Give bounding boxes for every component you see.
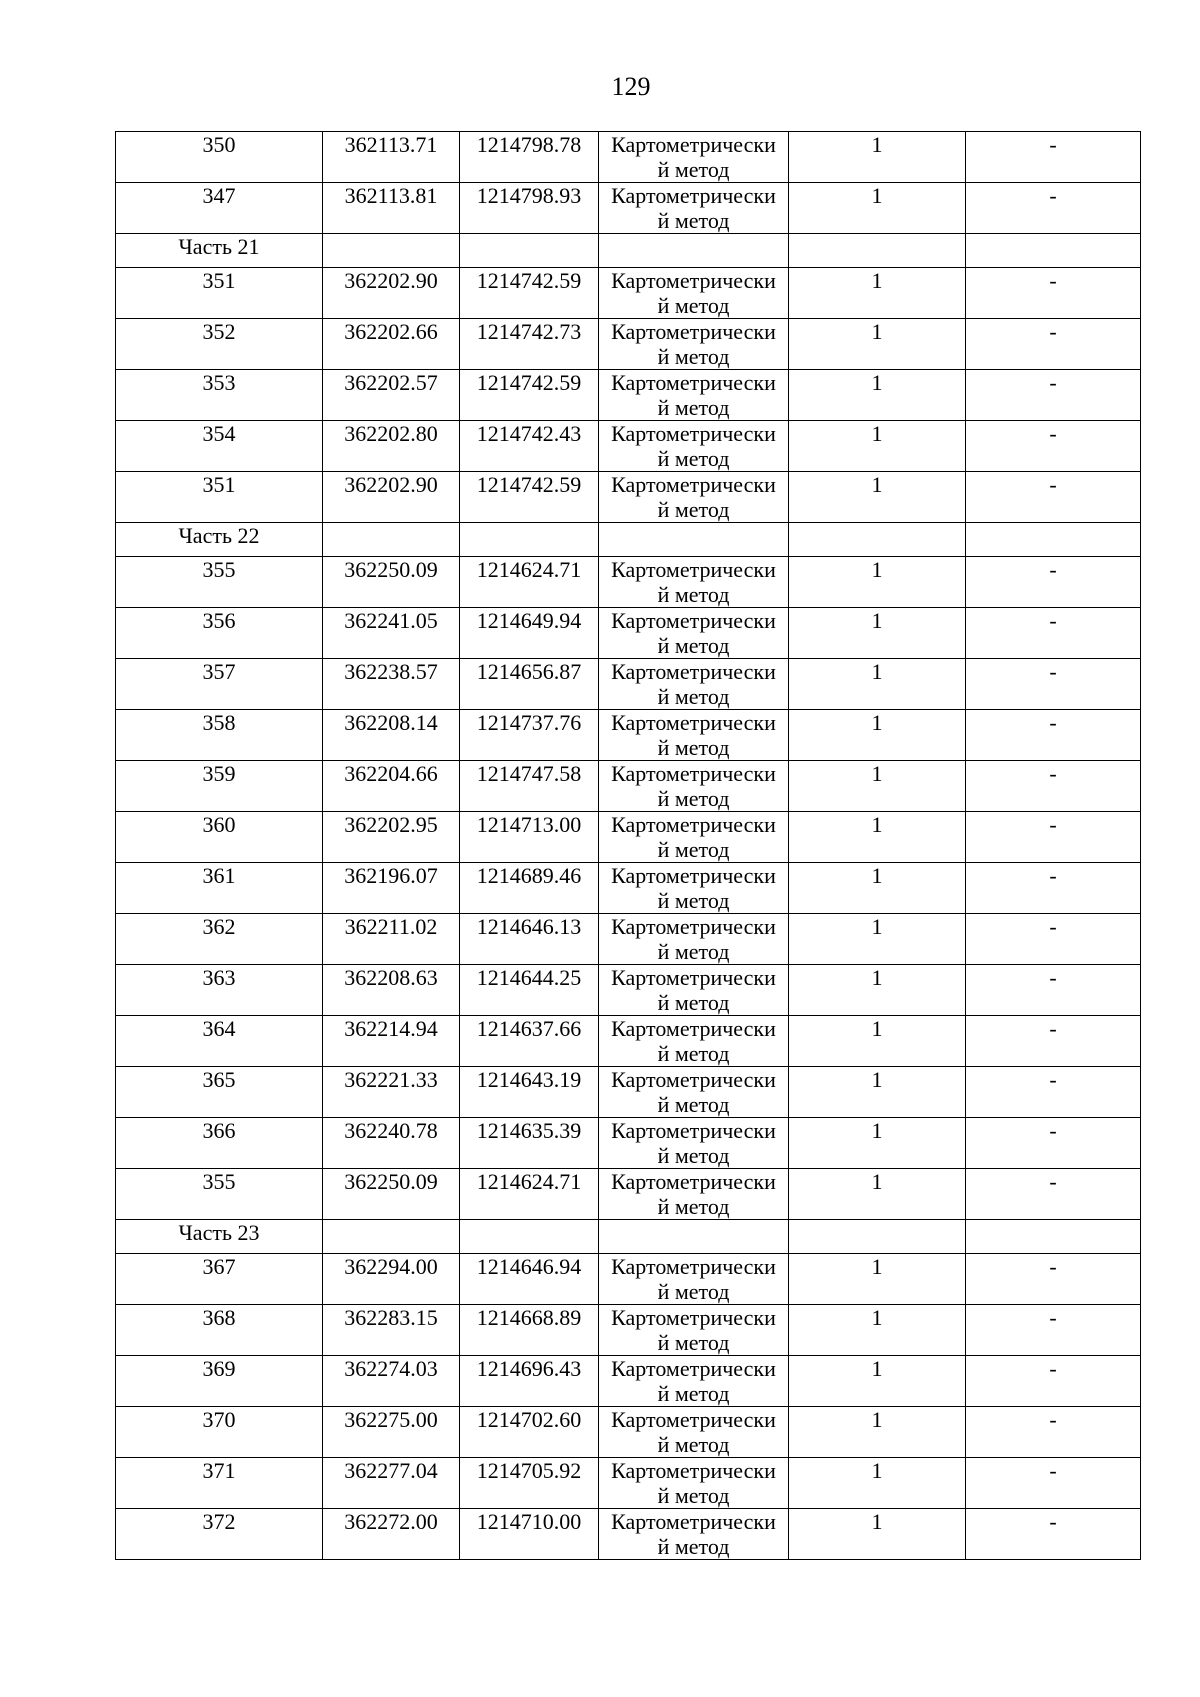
y-coordinate-cell: 1214644.25 — [460, 965, 599, 1016]
y-coordinate-cell: 1214798.93 — [460, 183, 599, 234]
note-cell: - — [966, 1067, 1141, 1118]
part-header-row — [116, 1220, 1141, 1254]
table-row — [116, 914, 1141, 965]
method-cell — [599, 1458, 789, 1509]
method-line-2: й метод — [657, 446, 730, 471]
table-row — [116, 132, 1141, 183]
method-line-2: й метод — [657, 939, 730, 964]
empty-method-cell — [599, 523, 789, 557]
y-coordinate-cell: 1214798.78 — [460, 132, 599, 183]
accuracy-cell: 1 — [789, 914, 966, 965]
note-cell: - — [966, 1356, 1141, 1407]
table-row — [116, 863, 1141, 914]
table-row — [116, 1305, 1141, 1356]
method-cell — [599, 710, 789, 761]
x-coordinate-cell: 362202.66 — [323, 319, 460, 370]
point-number-cell: 368 — [116, 1305, 323, 1356]
y-coordinate-cell: 1214637.66 — [460, 1016, 599, 1067]
method-cell — [599, 1016, 789, 1067]
point-number-cell: 365 — [116, 1067, 323, 1118]
x-coordinate-cell: 362238.57 — [323, 659, 460, 710]
x-coordinate-cell: 362275.00 — [323, 1407, 460, 1458]
method-cell — [599, 1067, 789, 1118]
method-cell — [599, 183, 789, 234]
y-coordinate-cell: 1214742.59 — [460, 268, 599, 319]
empty-accuracy-cell — [789, 234, 966, 268]
table-row — [116, 710, 1141, 761]
note-cell: - — [966, 914, 1141, 965]
method-line-1: Картометрически — [611, 183, 776, 208]
method-cell — [599, 1509, 789, 1560]
point-number-cell: 355 — [116, 557, 323, 608]
method-cell — [599, 914, 789, 965]
method-line-1: Картометрически — [611, 659, 776, 684]
note-cell: - — [966, 319, 1141, 370]
y-coordinate-cell: 1214624.71 — [460, 1169, 599, 1220]
x-coordinate-cell: 362202.95 — [323, 812, 460, 863]
method-cell — [599, 557, 789, 608]
empty-note-cell — [966, 523, 1141, 557]
accuracy-cell: 1 — [789, 863, 966, 914]
x-coordinate-cell: 362113.71 — [323, 132, 460, 183]
note-cell: - — [966, 557, 1141, 608]
method-line-1: Картометрически — [611, 1016, 776, 1041]
point-number-cell: 355 — [116, 1169, 323, 1220]
method-line-2: й метод — [657, 1381, 730, 1406]
part-header-row — [116, 523, 1141, 557]
accuracy-cell: 1 — [789, 1118, 966, 1169]
method-cell — [599, 421, 789, 472]
part-label: Часть 21 — [116, 234, 323, 268]
y-coordinate-cell: 1214705.92 — [460, 1458, 599, 1509]
method-cell — [599, 608, 789, 659]
x-coordinate-cell: 362113.81 — [323, 183, 460, 234]
x-coordinate-cell: 362274.03 — [323, 1356, 460, 1407]
method-line-1: Картометрически — [611, 608, 776, 633]
point-number-cell: 354 — [116, 421, 323, 472]
y-coordinate-cell: 1214702.60 — [460, 1407, 599, 1458]
method-line-1: Картометрически — [611, 370, 776, 395]
method-line-2: й метод — [657, 1432, 730, 1457]
note-cell: - — [966, 608, 1141, 659]
table-row — [116, 608, 1141, 659]
accuracy-cell: 1 — [789, 1016, 966, 1067]
accuracy-cell: 1 — [789, 608, 966, 659]
note-cell: - — [966, 472, 1141, 523]
method-line-2: й метод — [657, 735, 730, 760]
x-coordinate-cell: 362214.94 — [323, 1016, 460, 1067]
method-cell — [599, 1356, 789, 1407]
y-coordinate-cell: 1214656.87 — [460, 659, 599, 710]
accuracy-cell: 1 — [789, 965, 966, 1016]
accuracy-cell: 1 — [789, 370, 966, 421]
empty-accuracy-cell — [789, 523, 966, 557]
y-coordinate-cell: 1214696.43 — [460, 1356, 599, 1407]
method-line-2: й метод — [657, 837, 730, 862]
method-line-2: й метод — [657, 293, 730, 318]
table-row — [116, 472, 1141, 523]
table-row — [116, 965, 1141, 1016]
table-row — [116, 1254, 1141, 1305]
table-row — [116, 1067, 1141, 1118]
method-line-1: Картометрически — [611, 1356, 776, 1381]
table-row — [116, 557, 1141, 608]
accuracy-cell: 1 — [789, 1458, 966, 1509]
method-line-2: й метод — [657, 1041, 730, 1066]
method-line-2: й метод — [657, 1534, 730, 1559]
table-row — [116, 183, 1141, 234]
note-cell: - — [966, 1305, 1141, 1356]
y-coordinate-cell: 1214689.46 — [460, 863, 599, 914]
method-cell — [599, 1305, 789, 1356]
note-cell: - — [966, 132, 1141, 183]
note-cell: - — [966, 1407, 1141, 1458]
empty-x-cell — [323, 1220, 460, 1254]
method-line-1: Картометрически — [611, 319, 776, 344]
y-coordinate-cell: 1214713.00 — [460, 812, 599, 863]
note-cell: - — [966, 1169, 1141, 1220]
table-row — [116, 1016, 1141, 1067]
note-cell: - — [966, 1016, 1141, 1067]
note-cell: - — [966, 659, 1141, 710]
point-number-cell: 370 — [116, 1407, 323, 1458]
x-coordinate-cell: 362294.00 — [323, 1254, 460, 1305]
table-row — [116, 319, 1141, 370]
note-cell: - — [966, 370, 1141, 421]
x-coordinate-cell: 362250.09 — [323, 1169, 460, 1220]
empty-x-cell — [323, 523, 460, 557]
point-number-cell: 358 — [116, 710, 323, 761]
note-cell: - — [966, 965, 1141, 1016]
empty-note-cell — [966, 1220, 1141, 1254]
point-number-cell: 364 — [116, 1016, 323, 1067]
empty-accuracy-cell — [789, 1220, 966, 1254]
x-coordinate-cell: 362283.15 — [323, 1305, 460, 1356]
method-line-1: Картометрически — [611, 1118, 776, 1143]
y-coordinate-cell: 1214643.19 — [460, 1067, 599, 1118]
accuracy-cell: 1 — [789, 1305, 966, 1356]
coordinates-table — [115, 131, 1141, 1560]
empty-method-cell — [599, 1220, 789, 1254]
method-line-1: Картометрически — [611, 268, 776, 293]
method-cell — [599, 132, 789, 183]
method-line-2: й метод — [657, 888, 730, 913]
method-line-1: Картометрически — [611, 1169, 776, 1194]
point-number-cell: 351 — [116, 472, 323, 523]
note-cell: - — [966, 1509, 1141, 1560]
method-cell — [599, 1118, 789, 1169]
method-line-2: й метод — [657, 1279, 730, 1304]
point-number-cell: 371 — [116, 1458, 323, 1509]
method-cell — [599, 1407, 789, 1458]
method-line-2: й метод — [657, 208, 730, 233]
accuracy-cell: 1 — [789, 1254, 966, 1305]
table-row — [116, 1458, 1141, 1509]
method-line-1: Картометрически — [611, 863, 776, 888]
method-line-1: Картометрически — [611, 1067, 776, 1092]
x-coordinate-cell: 362202.90 — [323, 268, 460, 319]
part-header-row — [116, 234, 1141, 268]
point-number-cell: 360 — [116, 812, 323, 863]
method-line-2: й метод — [657, 684, 730, 709]
accuracy-cell: 1 — [789, 812, 966, 863]
point-number-cell: 361 — [116, 863, 323, 914]
y-coordinate-cell: 1214624.71 — [460, 557, 599, 608]
note-cell: - — [966, 1254, 1141, 1305]
accuracy-cell: 1 — [789, 132, 966, 183]
table-row — [116, 421, 1141, 472]
accuracy-cell: 1 — [789, 557, 966, 608]
method-line-2: й метод — [657, 395, 730, 420]
y-coordinate-cell: 1214742.73 — [460, 319, 599, 370]
point-number-cell: 372 — [116, 1509, 323, 1560]
y-coordinate-cell: 1214742.59 — [460, 472, 599, 523]
method-line-1: Картометрически — [611, 1458, 776, 1483]
note-cell: - — [966, 421, 1141, 472]
point-number-cell: 357 — [116, 659, 323, 710]
method-line-1: Картометрически — [611, 761, 776, 786]
table-row — [116, 761, 1141, 812]
table-row — [116, 812, 1141, 863]
accuracy-cell: 1 — [789, 659, 966, 710]
table-row — [116, 659, 1141, 710]
method-line-2: й метод — [657, 990, 730, 1015]
point-number-cell: 353 — [116, 370, 323, 421]
accuracy-cell: 1 — [789, 1169, 966, 1220]
empty-method-cell — [599, 234, 789, 268]
accuracy-cell: 1 — [789, 472, 966, 523]
table-row — [116, 1118, 1141, 1169]
note-cell: - — [966, 761, 1141, 812]
table-row — [116, 370, 1141, 421]
empty-y-cell — [460, 1220, 599, 1254]
y-coordinate-cell: 1214646.94 — [460, 1254, 599, 1305]
point-number-cell: 362 — [116, 914, 323, 965]
method-cell — [599, 761, 789, 812]
x-coordinate-cell: 362241.05 — [323, 608, 460, 659]
method-cell — [599, 1169, 789, 1220]
note-cell: - — [966, 1118, 1141, 1169]
point-number-cell: 347 — [116, 183, 323, 234]
method-cell — [599, 965, 789, 1016]
accuracy-cell: 1 — [789, 319, 966, 370]
y-coordinate-cell: 1214742.43 — [460, 421, 599, 472]
method-line-2: й метод — [657, 1092, 730, 1117]
y-coordinate-cell: 1214635.39 — [460, 1118, 599, 1169]
method-line-1: Картометрически — [611, 965, 776, 990]
part-label: Часть 22 — [116, 523, 323, 557]
method-line-1: Картометрически — [611, 472, 776, 497]
x-coordinate-cell: 362211.02 — [323, 914, 460, 965]
empty-y-cell — [460, 523, 599, 557]
x-coordinate-cell: 362272.00 — [323, 1509, 460, 1560]
method-cell — [599, 319, 789, 370]
method-line-2: й метод — [657, 582, 730, 607]
note-cell: - — [966, 1458, 1141, 1509]
table-row — [116, 268, 1141, 319]
method-line-1: Картометрически — [611, 914, 776, 939]
note-cell: - — [966, 863, 1141, 914]
point-number-cell: 369 — [116, 1356, 323, 1407]
method-line-1: Картометрически — [611, 1407, 776, 1432]
table-row — [116, 1509, 1141, 1560]
y-coordinate-cell: 1214668.89 — [460, 1305, 599, 1356]
method-line-1: Картометрически — [611, 557, 776, 582]
x-coordinate-cell: 362202.90 — [323, 472, 460, 523]
accuracy-cell: 1 — [789, 1067, 966, 1118]
accuracy-cell: 1 — [789, 421, 966, 472]
accuracy-cell: 1 — [789, 268, 966, 319]
method-line-2: й метод — [657, 1194, 730, 1219]
method-line-2: й метод — [657, 633, 730, 658]
y-coordinate-cell: 1214646.13 — [460, 914, 599, 965]
method-line-1: Картометрически — [611, 710, 776, 735]
page-number: 129 — [611, 72, 651, 101]
x-coordinate-cell: 362240.78 — [323, 1118, 460, 1169]
x-coordinate-cell: 362196.07 — [323, 863, 460, 914]
x-coordinate-cell: 362208.14 — [323, 710, 460, 761]
method-cell — [599, 268, 789, 319]
coordinates-table-body — [116, 132, 1141, 1560]
x-coordinate-cell: 362221.33 — [323, 1067, 460, 1118]
method-cell — [599, 472, 789, 523]
method-cell — [599, 812, 789, 863]
method-line-1: Картометрически — [611, 1254, 776, 1279]
method-line-2: й метод — [657, 1330, 730, 1355]
method-line-2: й метод — [657, 786, 730, 811]
y-coordinate-cell: 1214747.58 — [460, 761, 599, 812]
point-number-cell: 363 — [116, 965, 323, 1016]
accuracy-cell: 1 — [789, 761, 966, 812]
empty-note-cell — [966, 234, 1141, 268]
method-cell — [599, 370, 789, 421]
point-number-cell: 356 — [116, 608, 323, 659]
method-line-1: Картометрически — [611, 1509, 776, 1534]
note-cell: - — [966, 183, 1141, 234]
y-coordinate-cell: 1214742.59 — [460, 370, 599, 421]
note-cell: - — [966, 268, 1141, 319]
method-line-2: й метод — [657, 157, 730, 182]
table-row — [116, 1169, 1141, 1220]
x-coordinate-cell: 362277.04 — [323, 1458, 460, 1509]
accuracy-cell: 1 — [789, 1509, 966, 1560]
x-coordinate-cell: 362202.80 — [323, 421, 460, 472]
point-number-cell: 350 — [116, 132, 323, 183]
x-coordinate-cell: 362204.66 — [323, 761, 460, 812]
point-number-cell: 359 — [116, 761, 323, 812]
accuracy-cell: 1 — [789, 710, 966, 761]
accuracy-cell: 1 — [789, 1356, 966, 1407]
method-cell — [599, 659, 789, 710]
method-line-1: Картометрически — [611, 421, 776, 446]
y-coordinate-cell: 1214737.76 — [460, 710, 599, 761]
x-coordinate-cell: 362202.57 — [323, 370, 460, 421]
y-coordinate-cell: 1214710.00 — [460, 1509, 599, 1560]
point-number-cell: 351 — [116, 268, 323, 319]
method-cell — [599, 863, 789, 914]
x-coordinate-cell: 362250.09 — [323, 557, 460, 608]
method-line-2: й метод — [657, 497, 730, 522]
empty-y-cell — [460, 234, 599, 268]
y-coordinate-cell: 1214649.94 — [460, 608, 599, 659]
method-line-1: Картометрически — [611, 812, 776, 837]
method-line-2: й метод — [657, 1143, 730, 1168]
point-number-cell: 352 — [116, 319, 323, 370]
note-cell: - — [966, 812, 1141, 863]
empty-x-cell — [323, 234, 460, 268]
method-line-2: й метод — [657, 344, 730, 369]
method-line-1: Картометрически — [611, 132, 776, 157]
point-number-cell: 367 — [116, 1254, 323, 1305]
accuracy-cell: 1 — [789, 183, 966, 234]
method-line-2: й метод — [657, 1483, 730, 1508]
accuracy-cell: 1 — [789, 1407, 966, 1458]
table-row — [116, 1407, 1141, 1458]
x-coordinate-cell: 362208.63 — [323, 965, 460, 1016]
part-label: Часть 23 — [116, 1220, 323, 1254]
table-row — [116, 1356, 1141, 1407]
note-cell: - — [966, 710, 1141, 761]
method-cell — [599, 1254, 789, 1305]
method-line-1: Картометрически — [611, 1305, 776, 1330]
point-number-cell: 366 — [116, 1118, 323, 1169]
